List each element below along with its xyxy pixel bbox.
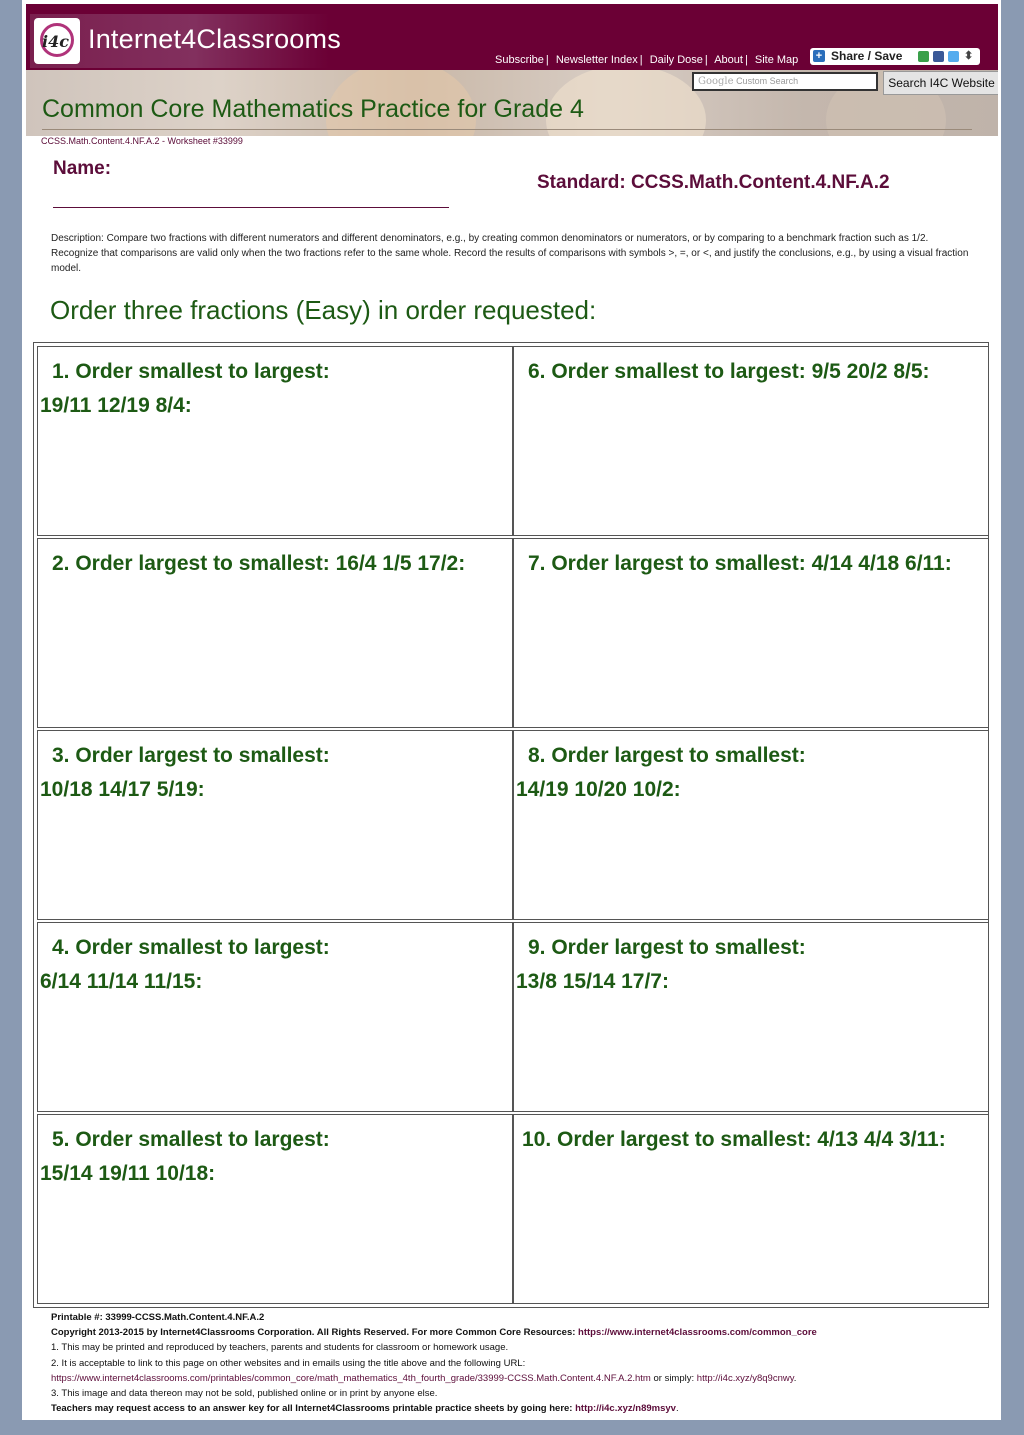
standard-description: Description: Compare two fractions with different numerators and different denominators, e.g., by creating common denominators or numerators, or by comparing to a benchmark fraction such as 1/2. Recognize that comparisons are valid only when the two fractions refer to the same whole. Record the results of comparisons with symbols >, =, or <, and justify the conclusions, e.g., by using a visual fraction model. <box>51 233 969 274</box>
usage-note-2: 2. It is acceptable to link to this page on other websites and in emails using the title above and the following URL: <box>51 1357 526 1369</box>
search-placeholder: Custom Search <box>736 76 799 86</box>
answer-key-line: Teachers may request access to an answer key for all Internet4Classrooms printable practice sheets by going here: http://i4c.xyz/n89msyv. <box>51 1403 679 1415</box>
question-2 <box>40 547 510 581</box>
question-cell-7 <box>513 538 989 728</box>
question-fractions: 15/14 19/11 10/18: <box>40 1162 216 1185</box>
question-text: 9. Order largest to smallest: <box>528 936 806 959</box>
question-fractions: 19/11 12/19 8/4: <box>40 394 192 417</box>
worksheet-reference: CCSS.Math.Content.4.NF.A.2 - Worksheet #33999 <box>41 136 243 146</box>
question-7 <box>516 547 986 581</box>
share-twitter-icon[interactable] <box>948 51 959 62</box>
question-text: 4. Order smallest to largest: <box>52 936 330 959</box>
logo-badge-text: i4c <box>42 32 69 51</box>
google-logo-text: Google <box>698 76 734 87</box>
name-line <box>53 207 449 208</box>
share-more-arrow-icon[interactable]: ⬍ <box>964 50 974 62</box>
nav-separator: | <box>545 54 549 66</box>
nav-link-subscribe[interactable]: Subscribe <box>495 54 544 66</box>
title-divider <box>42 129 972 130</box>
top-nav-links <box>495 54 798 66</box>
share-label: Share / Save <box>831 49 903 63</box>
question-4 <box>40 931 510 999</box>
question-cell-2 <box>37 538 513 728</box>
standard-label: Standard: CCSS.Math.Content.4.NF.A.2 <box>537 172 890 193</box>
question-text: 1. Order smallest to largest: <box>52 360 330 383</box>
answer-key-link[interactable]: http://i4c.xyz/n89msyv <box>575 1403 676 1415</box>
short-url-link[interactable]: http://i4c.xyz/y8q9cnwy <box>696 1372 794 1384</box>
copyright-text: Copyright 2013-2015 by Internet4Classrooms Corporation. All Rights Reserved. For more Common Core Resources: <box>51 1327 576 1339</box>
top-bar <box>26 4 998 70</box>
question-5 <box>40 1123 510 1191</box>
question-10 <box>516 1123 986 1157</box>
search-input[interactable] <box>692 72 878 91</box>
question-cell-3 <box>37 730 513 920</box>
page <box>22 0 1001 1420</box>
question-6 <box>516 355 986 389</box>
question-cell-4 <box>37 922 513 1112</box>
question-text: 2. Order largest to smallest: 16/4 1/5 17/2: <box>52 552 466 575</box>
question-cell-9 <box>513 922 989 1112</box>
usage-note-3: 3. This image and data thereon may not be sold, published online or in print by anyone else. <box>51 1388 438 1400</box>
question-cell-5 <box>37 1114 513 1304</box>
nav-link-about[interactable]: About <box>714 54 743 66</box>
printable-number: Printable #: 33999-CCSS.Math.Content.4.NF.A.2 <box>51 1312 265 1323</box>
share-save-button[interactable] <box>810 48 980 65</box>
logo-badge-icon <box>34 18 80 64</box>
question-8 <box>516 739 986 807</box>
share-email-icon[interactable] <box>918 51 929 62</box>
common-core-link[interactable]: https://www.internet4classrooms.com/common_core <box>578 1327 817 1339</box>
url-line: https://www.internet4classrooms.com/printables/common_core/math_mathematics_4th_fourth_grade/33999-CCSS.Math.Content.4.NF.A.2.htm or simply: http://i4c.xyz/y8q9cnwy. <box>51 1372 797 1384</box>
url-or-text: or simply: <box>653 1372 695 1384</box>
nav-link-site-map[interactable]: Site Map <box>754 54 799 66</box>
question-text: 5. Order smallest to largest: <box>52 1128 330 1151</box>
question-cell-1 <box>37 346 513 536</box>
nav-link-newsletter-index[interactable]: Newsletter Index <box>555 54 638 66</box>
question-cell-6 <box>513 346 989 536</box>
usage-note-1: 1. This may be printed and reproduced by teachers, parents and students for classroom or homework usage. <box>51 1342 509 1354</box>
question-fractions: 6/14 11/14 11/15: <box>40 970 203 993</box>
site-logo[interactable] <box>30 14 341 68</box>
question-3 <box>40 739 510 807</box>
question-fractions: 10/18 14/17 5/19: <box>40 778 205 801</box>
share-facebook-icon[interactable] <box>933 51 944 62</box>
copyright-line <box>51 1325 991 1340</box>
question-text: 6. Order smallest to largest: 9/5 20/2 8/5: <box>528 360 930 383</box>
logo-text: Internet4Classrooms <box>88 24 341 54</box>
questions-grid <box>33 342 989 1308</box>
footer <box>51 1310 991 1416</box>
question-fractions: 14/19 10/20 10/2: <box>516 778 681 801</box>
question-9 <box>516 931 986 999</box>
question-fractions: 13/8 15/14 17/7: <box>516 970 669 993</box>
question-text: 3. Order largest to smallest: <box>52 744 330 767</box>
question-text: 10. Order largest to smallest: 4/13 4/4 3/11: <box>522 1128 946 1151</box>
question-text: 8. Order largest to smallest: <box>528 744 806 767</box>
nav-separator: | <box>744 54 748 66</box>
answer-key-text: Teachers may request access to an answer key for all Internet4Classrooms printable practice sheets by going here: <box>51 1403 573 1415</box>
banner <box>26 70 998 136</box>
worksheet-instructions: Order three fractions (Easy) in order requested: <box>50 295 597 325</box>
question-cell-10 <box>513 1114 989 1304</box>
name-label: Name: <box>53 158 112 179</box>
question-text: 7. Order largest to smallest: 4/14 4/18 6/11: <box>528 552 952 575</box>
page-title: Common Core Mathematics Practice for Grade 4 <box>42 95 584 123</box>
nav-separator: | <box>639 54 643 66</box>
question-cell-8 <box>513 730 989 920</box>
nav-separator: | <box>704 54 708 66</box>
question-1 <box>40 355 510 423</box>
search-button[interactable]: Search I4C Website <box>883 71 998 95</box>
share-plus-icon: + <box>813 50 825 62</box>
worksheet-url-link[interactable]: https://www.internet4classrooms.com/printables/common_core/math_mathematics_4th_fourth_grade/33999-CCSS.Math.Content.4.NF.A.2.htm <box>51 1372 651 1384</box>
nav-link-daily-dose[interactable]: Daily Dose <box>649 54 703 66</box>
